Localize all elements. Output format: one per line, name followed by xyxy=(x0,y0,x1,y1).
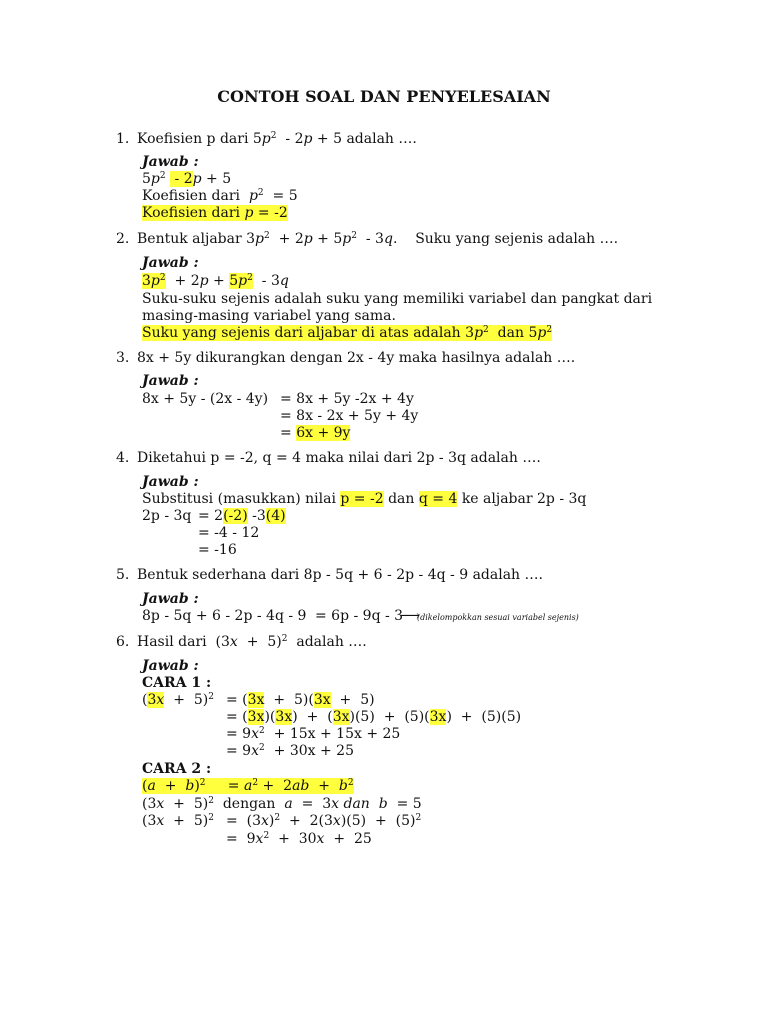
question-number-3: 3. xyxy=(116,350,130,366)
question-2-lead: Bentuk aljabar xyxy=(137,231,242,247)
cara-2-step-1: = $(3x)^2 + 2(3x)(5) + (5)^2$ xyxy=(226,813,422,829)
page-title: CONTOH SOAL DAN PENYELESAIAN xyxy=(217,87,551,106)
answer-4-subs-tail: ke aljabar 2p - 3q xyxy=(461,491,587,507)
question-5-text: Bentuk sederhana dari 8p - 5q + 6 - 2p - 4q - 9 adalah …. xyxy=(137,567,543,583)
answer-1-expression: $5p^2 - 2p + 5$ xyxy=(142,171,232,187)
question-1-text: Koefisien p dari $5p^2 - 2p + 5$ adalah …. xyxy=(137,131,417,147)
answer-5-rhs: = 6p - 9q - 3 xyxy=(315,608,404,624)
answer-4-step-2: = -4 - 12 xyxy=(198,525,260,541)
answer-1-line-2: Koefisien dari $p^2 = 5$ xyxy=(142,188,298,204)
question-number-4: 4. xyxy=(116,450,130,466)
answer-1-conclusion-value: = -2 xyxy=(257,205,288,221)
answer-4-step-1b: (-2) xyxy=(223,508,248,524)
jawab-label-2: Jawab : xyxy=(142,255,199,271)
question-number-5: 5. xyxy=(116,567,130,583)
jawab-label-5: Jawab : xyxy=(142,591,199,607)
cara-1-label: CARA 1 : xyxy=(142,675,212,691)
answer-2-dan: dan xyxy=(497,325,524,341)
cara-2-step-2: = $9x^2 + 30x + 25$ xyxy=(226,831,372,847)
answer-3-result xyxy=(280,425,350,442)
answer-3-step-2: = 8x - 2x + 5y + 4y xyxy=(280,408,419,424)
cara-2-formula: $(a + b)^2$ = $a^2 + 2ab + b^2$ xyxy=(142,778,354,794)
cara-1-step-4: = $9x^2 + 30x + 25$ xyxy=(226,743,354,759)
answer-5-arrow: ⟶ xyxy=(400,608,421,624)
answer-5-note: (dikelompokkan sesuai variabel sejenis) xyxy=(417,613,579,622)
answer-1-conclusion-text: Koefisien dari xyxy=(142,205,241,221)
question-number-6: 6. xyxy=(116,634,130,650)
cara-1-lhs: $(3x + 5)^2$ xyxy=(142,692,214,708)
question-number-2: 2. xyxy=(116,231,130,247)
question-2-tail: Suku yang sejenis adalah …. xyxy=(415,231,619,247)
jawab-label-4: Jawab : xyxy=(142,474,199,490)
question-4-text: Diketahui p = -2, q = 4 maka nilai dari 2p - 3q adalah …. xyxy=(137,450,541,466)
answer-3-lhs: 8x + 5y - (2x - 4y) xyxy=(142,391,269,407)
answer-1-line-2-text: Koefisien dari xyxy=(142,188,241,204)
answer-2-explain-2: masing-masing variabel yang sama. xyxy=(142,308,396,324)
answer-4-subs-q: q = 4 xyxy=(418,491,458,507)
answer-2-explain-1: Suku-suku sejenis adalah suku yang memiliki variabel dan pangkat dari xyxy=(142,291,653,307)
cara-2-label: CARA 2 : xyxy=(142,761,212,777)
answer-2-expression: $3p^2 + 2p + 5p^2 - 3q$ xyxy=(142,273,289,289)
answer-5-lhs: 8p - 5q + 6 - 2p - 4q - 9 xyxy=(142,608,307,624)
answer-4-substitution xyxy=(142,491,586,508)
answer-4-subs-p: p = -2 xyxy=(340,491,384,507)
cara-2-assign: $(3x + 5)^2$ dengan a = 3x dan b = 5 xyxy=(142,796,422,812)
answer-4-step-1 xyxy=(198,508,286,525)
answer-1-line-2-value: = 5 xyxy=(272,188,298,204)
answer-2-conclusion: Suku yang sejenis dari aljabar di atas adalah $3p^2$ dan $5p^2$ xyxy=(142,325,553,341)
answer-4-step-1d: (4) xyxy=(265,508,286,524)
answer-3-step-1: = 8x + 5y -2x + 4y xyxy=(280,391,414,407)
question-2-text: Bentuk aljabar $3p^2 + 2p + 5p^2 - 3q$. Suku yang sejenis adalah …. xyxy=(137,231,619,247)
answer-4-step-1a: = 2 xyxy=(198,508,224,524)
cara-2-lhs: $(3x + 5)^2$ xyxy=(142,813,214,829)
question-3-text: 8x + 5y dikurangkan dengan 2x - 4y maka hasilnya adalah …. xyxy=(137,350,576,366)
answer-4-subs-dan: dan xyxy=(388,491,415,507)
cara-1-step-1: = (3x + 5)(3x + 5) xyxy=(226,692,375,708)
question-number-1: 1. xyxy=(116,131,130,147)
answer-1-conclusion: Koefisien dari p = -2 xyxy=(142,205,288,221)
answer-4-result: = -16 xyxy=(198,542,237,558)
cara-2-dengan: dengan xyxy=(222,796,276,812)
answer-3-eq: = xyxy=(280,425,292,441)
answer-4-subs-lead: Substitusi (masukkan) nilai xyxy=(142,491,336,507)
question-6-text: Hasil dari $(3x + 5)^2$ adalah …. xyxy=(137,634,367,650)
answer-3-result-value: 6x + 9y xyxy=(296,425,351,441)
jawab-label-6: Jawab : xyxy=(142,658,199,674)
answer-4-step-1c: -3 xyxy=(252,508,266,524)
cara-1-step-3: = $9x^2 + 15x + 15x + 25$ xyxy=(226,726,401,742)
question-6-tail: adalah …. xyxy=(296,634,367,650)
jawab-label-3: Jawab : xyxy=(142,373,199,389)
answer-2-conclusion-text: Suku yang sejenis dari aljabar di atas adalah xyxy=(142,325,461,341)
jawab-label-1: Jawab : xyxy=(142,154,199,170)
answer-4-lhs: 2p - 3q xyxy=(142,508,192,524)
question-6-lead: Hasil dari xyxy=(137,634,207,650)
cara-1-step-2: = (3x)(3x) + (3x)(5) + (5)(3x) + (5)(5) xyxy=(226,709,522,725)
